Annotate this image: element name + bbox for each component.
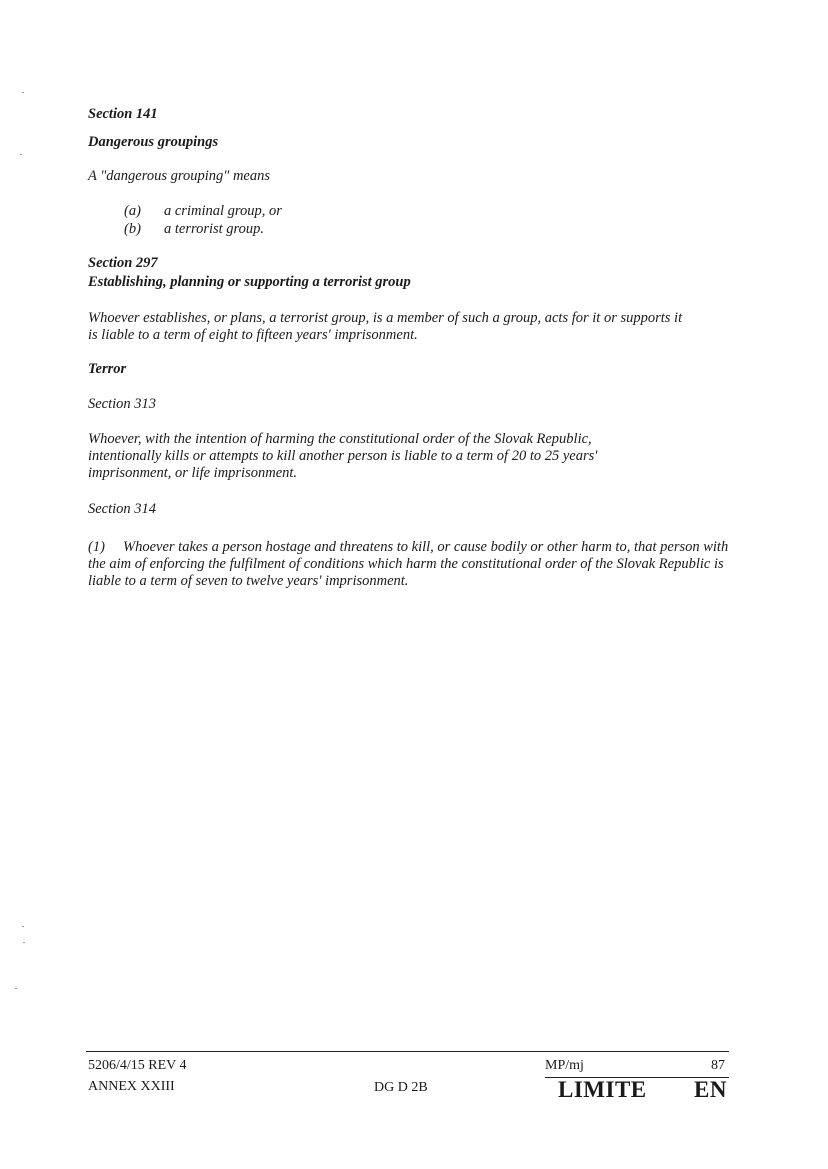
terror-heading: Terror bbox=[88, 361, 127, 377]
author-initials: MP/mj bbox=[545, 1058, 584, 1073]
section-314-text: (1) Whoever takes a person hostage and threatens to kill, or cause bodily or other harm to, that person with the aim of enforcing the fulfilment of conditions which harm the constitutional order of the Slovak Republic is liable to a term of seven to twelve years' imprisonment. bbox=[88, 539, 732, 589]
scan-speck bbox=[22, 926, 24, 927]
limite-label: LIMITE bbox=[558, 1077, 647, 1102]
section-314-title: Section 314 bbox=[88, 501, 157, 517]
annex-label: ANNEX XXIII bbox=[88, 1079, 175, 1094]
list-item bbox=[124, 203, 282, 220]
page-number: 87 bbox=[711, 1058, 725, 1073]
scan-speck bbox=[22, 92, 24, 93]
scan-speck bbox=[15, 988, 17, 989]
scan-speck bbox=[23, 942, 25, 943]
document-reference: 5206/4/15 REV 4 bbox=[88, 1058, 187, 1073]
section-141-heading: Dangerous groupings bbox=[88, 134, 219, 150]
section-313-title: Section 313 bbox=[88, 396, 157, 412]
list-item-text: a terrorist group. bbox=[164, 221, 265, 237]
list-item bbox=[124, 221, 264, 238]
section-297-heading: Establishing, planning or supporting a terrorist group bbox=[88, 274, 411, 290]
section-297-text: Whoever establishes, or plans, a terrorist group, is a member of such a group, acts for it or supports it is liable to a term of eight to fifteen years' imprisonment. bbox=[88, 310, 683, 343]
scan-speck bbox=[20, 154, 22, 155]
footer-rule-top bbox=[86, 1051, 729, 1052]
section-313-text: Whoever, with the intention of harming the constitutional order of the Slovak Republic, intentionally kills or attempts to kill another person is liable to a term of 20 to 25 years' imprisonment, or life imprisonment. bbox=[88, 431, 598, 481]
list-item-label: (b) bbox=[124, 221, 141, 237]
language-code: EN bbox=[694, 1077, 727, 1102]
dg-label: DG D 2B bbox=[374, 1080, 428, 1095]
list-item-text: a criminal group, or bbox=[164, 203, 282, 219]
section-297-title: Section 297 bbox=[88, 255, 158, 271]
section-141-intro: A "dangerous grouping" means bbox=[88, 168, 271, 184]
list-item-label: (a) bbox=[124, 203, 141, 219]
section-141-title: Section 141 bbox=[88, 106, 158, 122]
